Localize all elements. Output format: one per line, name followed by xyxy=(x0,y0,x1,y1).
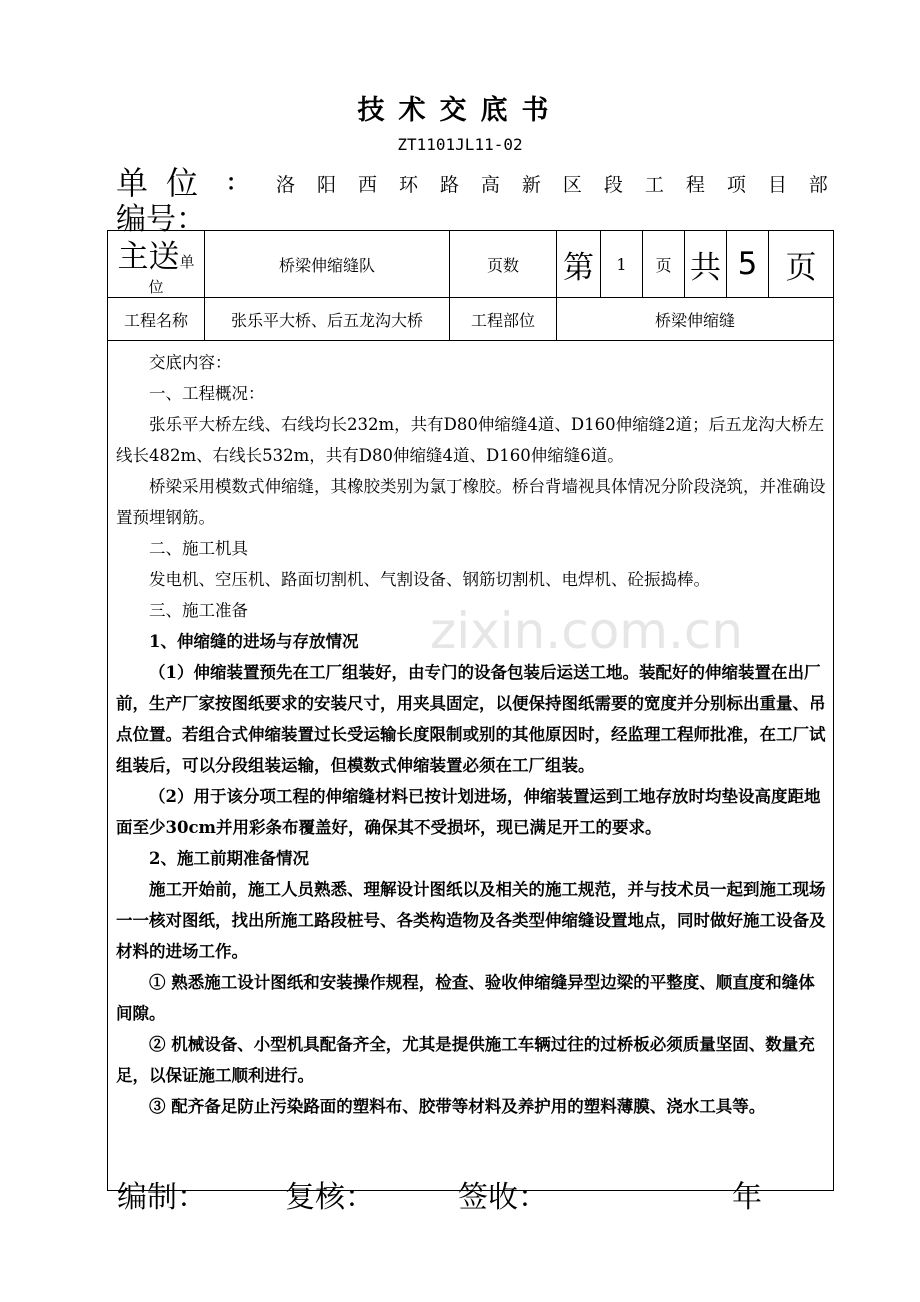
unit-value-char: 高 xyxy=(480,174,500,196)
content-paragraph: （1）伸缩装置预先在工厂组装好，由专门的设备包装后运送工地。装配好的伸缩装置在出厂前，生产厂家按图纸要求的安装尺寸，用夹具固定，以便保持图纸需要的宽度并分别标出重量、吊点位置。若组合式伸缩装置过长受运输长度限制或别的其他原因时，经监理工程师批准，在工厂试组装后，可以分段组装运输，但模数式伸缩装置必须在工厂组装。 xyxy=(116,663,826,775)
recipient-label-big: 主送 xyxy=(117,239,180,275)
total-unit: 页 xyxy=(769,231,834,298)
content-paragraph: ③ 配齐备足防止污染路面的塑料布、胶带等材料及养护用的塑料薄膜、浇水工具等。 xyxy=(149,1097,766,1116)
signature-footer xyxy=(0,1172,920,1222)
unit-value-char: 部 xyxy=(808,174,828,196)
document-title: 技术交底书 xyxy=(357,95,563,126)
recipient-value: 桥梁伸缩缝队 xyxy=(205,231,450,298)
header-row-1 xyxy=(108,231,834,298)
pages-label: 页数 xyxy=(450,231,557,298)
total-number: 5 xyxy=(727,231,769,298)
unit-label: 单位 xyxy=(116,164,217,202)
recipient-label-cell xyxy=(108,231,205,298)
disclosure-table xyxy=(107,230,834,1191)
unit-value-char: 环 xyxy=(398,174,418,196)
project-name-label: 工程名称 xyxy=(108,298,205,341)
page-prefix: 第 xyxy=(557,231,601,298)
content-paragraph: 交底内容： xyxy=(149,353,232,372)
content-paragraph: 桥梁采用模数式伸缩缝，其橡胶类别为氯丁橡胶。桥台背墙视具体情况分阶段浇筑，并准确设置预埋钢筋。 xyxy=(116,477,826,527)
content-heading: 二、施工机具 xyxy=(149,539,248,558)
content-cell xyxy=(108,341,834,1191)
project-part-label: 工程部位 xyxy=(450,298,557,341)
content-paragraph: （2）用于该分项工程的伸缩缝材料已按计划进场，伸缩装置运到工地存放时均垫设高度距地面至少30cm并用彩条布覆盖好，确保其不受损坏，现已满足开工的要求。 xyxy=(116,787,821,837)
unit-value-char: 工 xyxy=(644,174,664,196)
unit-value-char: 阳 xyxy=(316,174,336,196)
unit-value-char: 路 xyxy=(439,174,459,196)
unit-value-char: 目 xyxy=(767,174,787,196)
header-row-2 xyxy=(108,298,834,341)
content-paragraph: 发电机、空压机、路面切割机、气割设备、钢筋切割机、电焊机、砼振捣棒。 xyxy=(149,570,710,589)
content-heading: 三、施工准备 xyxy=(149,601,248,620)
content-row xyxy=(108,341,834,1191)
content-heading: 一、工程概况： xyxy=(149,384,265,403)
unit-value-char: 西 xyxy=(357,174,377,196)
unit-value-char: 项 xyxy=(726,174,746,196)
document-code: ZT1101JL11-02 xyxy=(397,135,523,154)
content-subheading: 2、施工前期准备情况 xyxy=(149,849,309,868)
prepared-label: 编制： xyxy=(117,1180,207,1215)
project-part-value: 桥梁伸缩缝 xyxy=(557,298,834,341)
content-paragraph: 张乐平大桥左线、右线均长232m，共有D80伸缩缝4道、D160伸缩缝2道；后五龙沟大桥左线长482m、右线长532m，共有D80伸缩缝4道、D160伸缩缝6道。 xyxy=(116,415,825,465)
year-label: 年 xyxy=(732,1180,762,1215)
page-unit: 页 xyxy=(643,231,685,298)
reviewed-label: 复核： xyxy=(285,1180,375,1215)
unit-value-char: 段 xyxy=(603,174,623,196)
content-subheading: 1、伸缩缝的进场与存放情况 xyxy=(149,632,359,651)
content-paragraph: 施工开始前，施工人员熟悉、理解设计图纸以及相关的施工规范，并与技术员一起到施工现场一一核对图纸，找出所施工路段桩号、各类构造物及各类型伸缩缝设置地点，同时做好施工设备及材料的进场工作。 xyxy=(116,880,826,961)
unit-value-char: 区 xyxy=(562,174,582,196)
unit-value-char: 洛 xyxy=(276,174,296,196)
received-label: 签收： xyxy=(458,1180,548,1215)
content-paragraph: ② 机械设备、小型机具配备齐全，尤其是提供施工车辆过往的过桥板必须质量坚固、数量充足，以保证施工顺利进行。 xyxy=(116,1035,815,1085)
recipient-label-small: 单 xyxy=(179,253,195,271)
watermark: zixin.com.cn xyxy=(430,602,744,660)
total-prefix: 共 xyxy=(685,231,727,298)
unit-row xyxy=(116,158,828,200)
unit-value xyxy=(276,170,828,197)
project-name-value: 张乐平大桥、后五龙沟大桥 xyxy=(205,298,450,341)
unit-value-char: 新 xyxy=(521,174,541,196)
recipient-label-small: 位 xyxy=(148,278,164,296)
page-number: 1 xyxy=(601,231,643,298)
code-label: 编号： xyxy=(116,202,206,237)
unit-colon: ： xyxy=(226,170,249,196)
content-paragraph: ① 熟悉施工设计图纸和安装操作规程，检查、验收伸缩缝异型边梁的平整度、顺直度和缝体间隙。 xyxy=(116,973,815,1023)
unit-value-char: 程 xyxy=(685,174,705,196)
